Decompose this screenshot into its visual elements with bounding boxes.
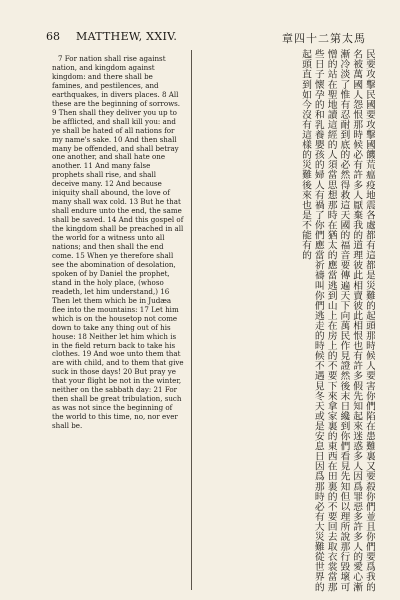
chinese-running-title: 章四十二第太馬 bbox=[282, 32, 366, 45]
chinese-passage: 民要攻擊民國要攻擊國饑荒瘟疫地震各處都有這都是災難的起頭那時候人要害你們陷在患難裏又要殺你們並且你們要爲我的名被萬國人怨恨那時候必有許多人厭棄我的道理彼此相賣彼此相恨也有許多假先知起來迷惑多人因爲罪惡多許多人的愛心漸漸冷淡了惟有忍耐到底的必然得救這天國的福音要傳遍天下向萬民作見證然後末日纔到你們看見先知但以理所說那行毀壞可憎的站在聖地讀這經的人須當思想那時在猶太的應當逃到山上在房上的不要下來拿家裏的東西在田裏的不要回去取衣裳當那些日子懷孕的和乳養嬰孩的婦人有禍了你們應當祈禱叫你們逃走的時候不遇見冬天或是安息日因爲那時必有大災難從世界的起頭直到如今沒有這樣的災難後來也是不能有的 bbox=[300, 49, 375, 592]
chinese-text-column bbox=[198, 49, 375, 594]
running-title: MATTHEW, XXIV. bbox=[76, 30, 178, 43]
column-divider bbox=[191, 50, 192, 590]
page-header bbox=[46, 30, 366, 46]
english-passage: 7 For nation shall rise against nation, and kingdom against kingdom: and there shall be famines, and pestilences, and earthquakes, in divers places. 8 All these are the beginning of sorrows. 9 Then shall they deliver you up to be afflicted, and shall kill you: and ye shall be hated of all nations for my name's sake. 10 And then shall many be offended, and shall betray one another, and shall hate one another. 11 And many false prophets shall rise, and shall deceive many. 12 And because iniquity shall abound, the love of many shall wax cold. 13 But he that shall endure unto the end, the same shall be saved. 14 And this gospel of the kingdom shall be preached in all the world for a witness unto all nations; and then shall the end come. 15 When ye therefore shall see the abomination of desolation, spoken of by Daniel the prophet, stand in the holy place, (whoso readeth, let him understand,) 16 Then let them which be in Judæa flee into the mountains: 17 Let him which is on the housetop not come down to take any thing out of his house: 18 Neither let him which is in the field return back to take his clothes. 19 And woe unto them that are with child, and to them that give suck in those days! 20 But pray ye that your flight be not in the winter, neither on the sabbath day: 21 For then shall be great tribulation, such as was not since the beginning of the world to this time, no, nor ever shall be. bbox=[52, 55, 184, 431]
page-number: 68 bbox=[46, 30, 60, 43]
english-text-column bbox=[52, 55, 184, 600]
